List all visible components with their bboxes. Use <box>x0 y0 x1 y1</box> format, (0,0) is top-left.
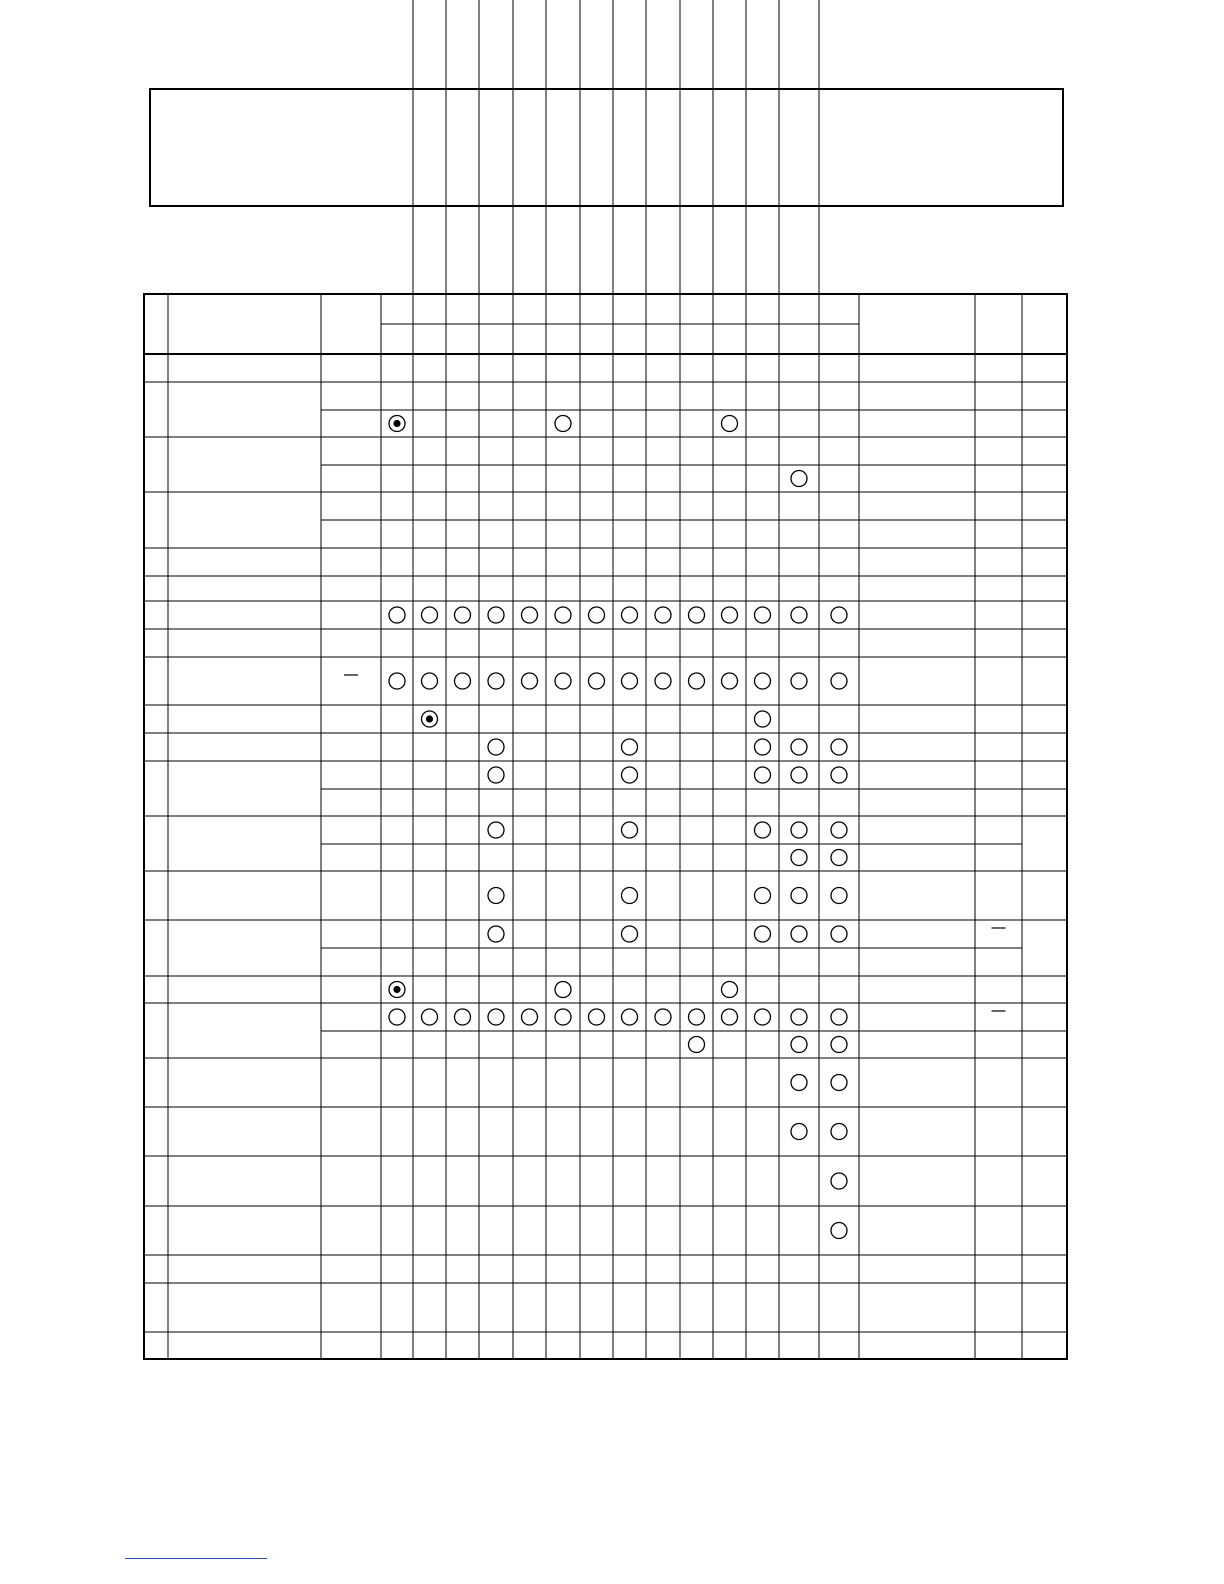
circle-mark-icon <box>689 673 705 689</box>
circle-mark-icon <box>831 926 847 942</box>
circle-mark-icon <box>755 888 771 904</box>
circle-mark-icon <box>791 767 807 783</box>
circle-mark-icon <box>791 471 807 487</box>
circle-mark-icon <box>831 1223 847 1239</box>
circle-mark-icon <box>622 767 638 783</box>
circle-mark-icon <box>522 607 538 623</box>
circle-mark-icon <box>622 739 638 755</box>
circle-mark-icon <box>831 888 847 904</box>
circle-mark-icon <box>831 767 847 783</box>
circle-mark-icon <box>589 607 605 623</box>
circle-mark-icon <box>831 822 847 838</box>
circle-mark-icon <box>422 607 438 623</box>
circle-mark-icon <box>791 739 807 755</box>
circle-mark-icon <box>455 673 471 689</box>
circle-mark-icon <box>722 416 738 432</box>
circle-mark-icon <box>422 1009 438 1025</box>
circle-mark-icon <box>722 982 738 998</box>
circle-mark-icon <box>755 822 771 838</box>
circle-mark-icon <box>488 888 504 904</box>
circle-mark-icon <box>622 1009 638 1025</box>
circle-mark-icon <box>622 607 638 623</box>
circle-mark-icon <box>831 1173 847 1189</box>
circle-mark-icon <box>689 1037 705 1053</box>
circle-mark-icon <box>791 822 807 838</box>
circle-mark-icon <box>791 1124 807 1140</box>
circle-mark-icon <box>755 673 771 689</box>
circle-mark-icon <box>622 822 638 838</box>
circle-mark-icon <box>555 416 571 432</box>
circle-mark-icon <box>488 1009 504 1025</box>
circle-mark-icon <box>689 607 705 623</box>
circle-mark-icon <box>522 1009 538 1025</box>
circle-mark-icon <box>791 1075 807 1091</box>
circle-mark-icon <box>722 607 738 623</box>
circle-mark-icon <box>755 1009 771 1025</box>
circle-mark-icon <box>791 926 807 942</box>
circle-mark-icon <box>488 607 504 623</box>
circle-mark-icon <box>722 1009 738 1025</box>
circle-mark-icon <box>488 926 504 942</box>
circle-mark-icon <box>831 850 847 866</box>
circle-mark-icon <box>389 1009 405 1025</box>
circle-mark-icon <box>831 1037 847 1053</box>
circle-mark-icon <box>791 607 807 623</box>
footnote-rule <box>125 1558 267 1559</box>
circle-mark-icon <box>389 673 405 689</box>
circle-mark-icon <box>488 673 504 689</box>
circle-mark-icon <box>689 1009 705 1025</box>
circle-mark-icon <box>422 673 438 689</box>
circle-mark-icon <box>589 673 605 689</box>
circle-mark-icon <box>522 673 538 689</box>
circle-mark-icon <box>655 1009 671 1025</box>
circle-mark-icon <box>555 607 571 623</box>
bullseye-mark-icon <box>389 982 405 998</box>
circle-mark-icon <box>455 1009 471 1025</box>
table-border <box>144 294 1067 1359</box>
circle-mark-icon <box>755 711 771 727</box>
circle-mark-icon <box>488 739 504 755</box>
circle-mark-icon <box>555 673 571 689</box>
circle-mark-icon <box>488 767 504 783</box>
circle-mark-icon <box>755 767 771 783</box>
circle-mark-icon <box>791 850 807 866</box>
circle-mark-icon <box>831 673 847 689</box>
circle-mark-icon <box>389 607 405 623</box>
circle-mark-icon <box>722 673 738 689</box>
circle-mark-icon <box>589 1009 605 1025</box>
circle-mark-icon <box>831 607 847 623</box>
circle-mark-icon <box>755 607 771 623</box>
circle-mark-icon <box>831 739 847 755</box>
circle-mark-icon <box>655 673 671 689</box>
circle-mark-icon <box>622 673 638 689</box>
circle-mark-icon <box>555 1009 571 1025</box>
circle-mark-icon <box>791 888 807 904</box>
bullseye-mark-icon <box>422 711 438 727</box>
circle-mark-icon <box>755 739 771 755</box>
circle-mark-icon <box>831 1075 847 1091</box>
circle-mark-icon <box>831 1009 847 1025</box>
circle-mark-icon <box>791 1009 807 1025</box>
circle-mark-icon <box>622 888 638 904</box>
circle-mark-icon <box>622 926 638 942</box>
circle-mark-icon <box>791 1037 807 1053</box>
circle-mark-icon <box>655 607 671 623</box>
circle-mark-icon <box>755 926 771 942</box>
circle-mark-icon <box>831 1124 847 1140</box>
circle-mark-icon <box>455 607 471 623</box>
circle-mark-icon <box>791 673 807 689</box>
bullseye-mark-icon <box>389 416 405 432</box>
circle-mark-icon <box>488 822 504 838</box>
circle-mark-icon <box>555 982 571 998</box>
